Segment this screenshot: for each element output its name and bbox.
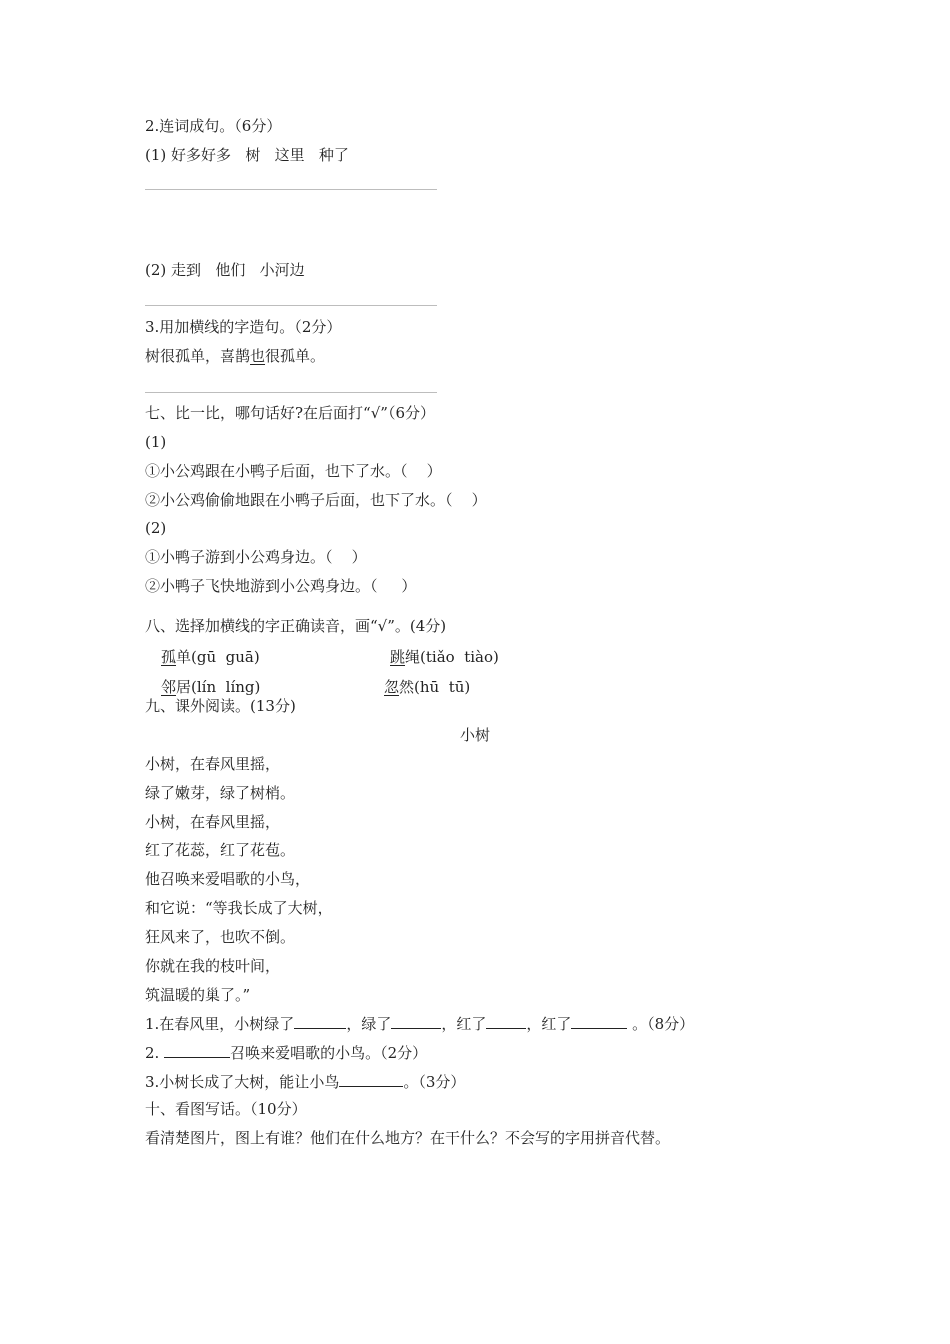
section-8-title: 八、选择加横线的字正确读音，画“√”。(4分)	[145, 617, 447, 635]
q3-title: 3.用加横线的字造句。（2分）	[145, 318, 342, 336]
q2-item-1: (1) 好多好多 树 这里 种了	[145, 146, 349, 164]
poem-line: 红了花蕊，红了花苞。	[145, 841, 296, 859]
answer-line	[145, 189, 437, 190]
s9-question-2: 2. 召唤来爱唱歌的小鸟。（2分）	[145, 1044, 428, 1062]
poem-line: 小树，在春风里摇，	[145, 813, 281, 831]
poem-line: 小树，在春风里摇，	[145, 755, 281, 773]
fill-blank[interactable]	[339, 1071, 403, 1087]
answer-line	[145, 305, 437, 306]
q3-sentence: 树很孤单，喜鹊也很孤单。	[145, 347, 326, 365]
underlined-char: 孤	[161, 648, 177, 666]
answer-line	[145, 392, 437, 393]
section-7-title: 七、比一比，哪句话好?在后面打“√”（6分）	[145, 404, 435, 422]
s7-g1-option-a: ①小公鸡跟在小鸭子后面，也下了水。（ ）	[145, 462, 442, 480]
fill-blank[interactable]	[391, 1013, 441, 1029]
fill-blank[interactable]	[571, 1013, 627, 1029]
s7-g2-option-a: ①小鸭子游到小公鸡身边。（ ）	[145, 548, 367, 566]
fill-blank[interactable]	[294, 1013, 346, 1029]
poem-line: 他召唤来爱唱歌的小鸟，	[145, 870, 311, 888]
underlined-char: 忽	[384, 678, 400, 696]
fill-blank[interactable]	[486, 1013, 526, 1029]
poem-line: 绿了嫩芽，绿了树梢。	[145, 784, 296, 802]
poem-line: 狂风来了，也吹不倒。	[145, 928, 296, 946]
q2-item-2: (2) 走到 他们 小河边	[145, 261, 305, 279]
poem-line: 你就在我的枝叶间，	[145, 957, 281, 975]
fill-blank[interactable]	[164, 1042, 230, 1058]
underlined-char: 跳	[390, 648, 406, 666]
poem-line: 筑温暖的巢了。”	[145, 986, 251, 1004]
section-9-title: 九、课外阅读。(13分)	[145, 697, 296, 715]
s8-word-2: 跳绳(tiǎo tiào)	[390, 648, 499, 666]
s8-word-3: 邻居(lín líng)	[161, 678, 261, 696]
s9-question-1: 1.在春风里，小树绿了 ，绿了 ，红了 ，红了 。（8分）	[145, 1015, 695, 1033]
q2-title: 2.连词成句。（6分）	[145, 117, 282, 135]
poem-title: 小树	[459, 726, 490, 744]
s8-word-4: 忽然(hū tū)	[384, 678, 471, 696]
poem-line: 和它说：“等我长成了大树，	[145, 899, 333, 917]
section-10-title: 十、看图写话。（10分）	[145, 1100, 307, 1118]
s7-g1-option-b: ②小公鸡偷偷地跟在小鸭子后面，也下了水。（ ）	[145, 491, 487, 509]
s9-question-3: 3.小树长成了大树，能让小鸟 。（3分）	[145, 1073, 466, 1091]
underlined-char: 邻	[161, 678, 177, 696]
s7-group-1-label: (1)	[145, 433, 167, 451]
s8-word-1: 孤单(gū guā)	[161, 648, 260, 666]
s10-instruction: 看清楚图片，图上有谁？他们在什么地方？在干什么？不会写的字用拼音代替。	[145, 1129, 671, 1147]
s7-group-2-label: (2)	[145, 519, 167, 537]
s7-g2-option-b: ②小鸭子飞快地游到小公鸡身边。（ ）	[145, 577, 417, 595]
underlined-char: 也	[250, 347, 266, 365]
